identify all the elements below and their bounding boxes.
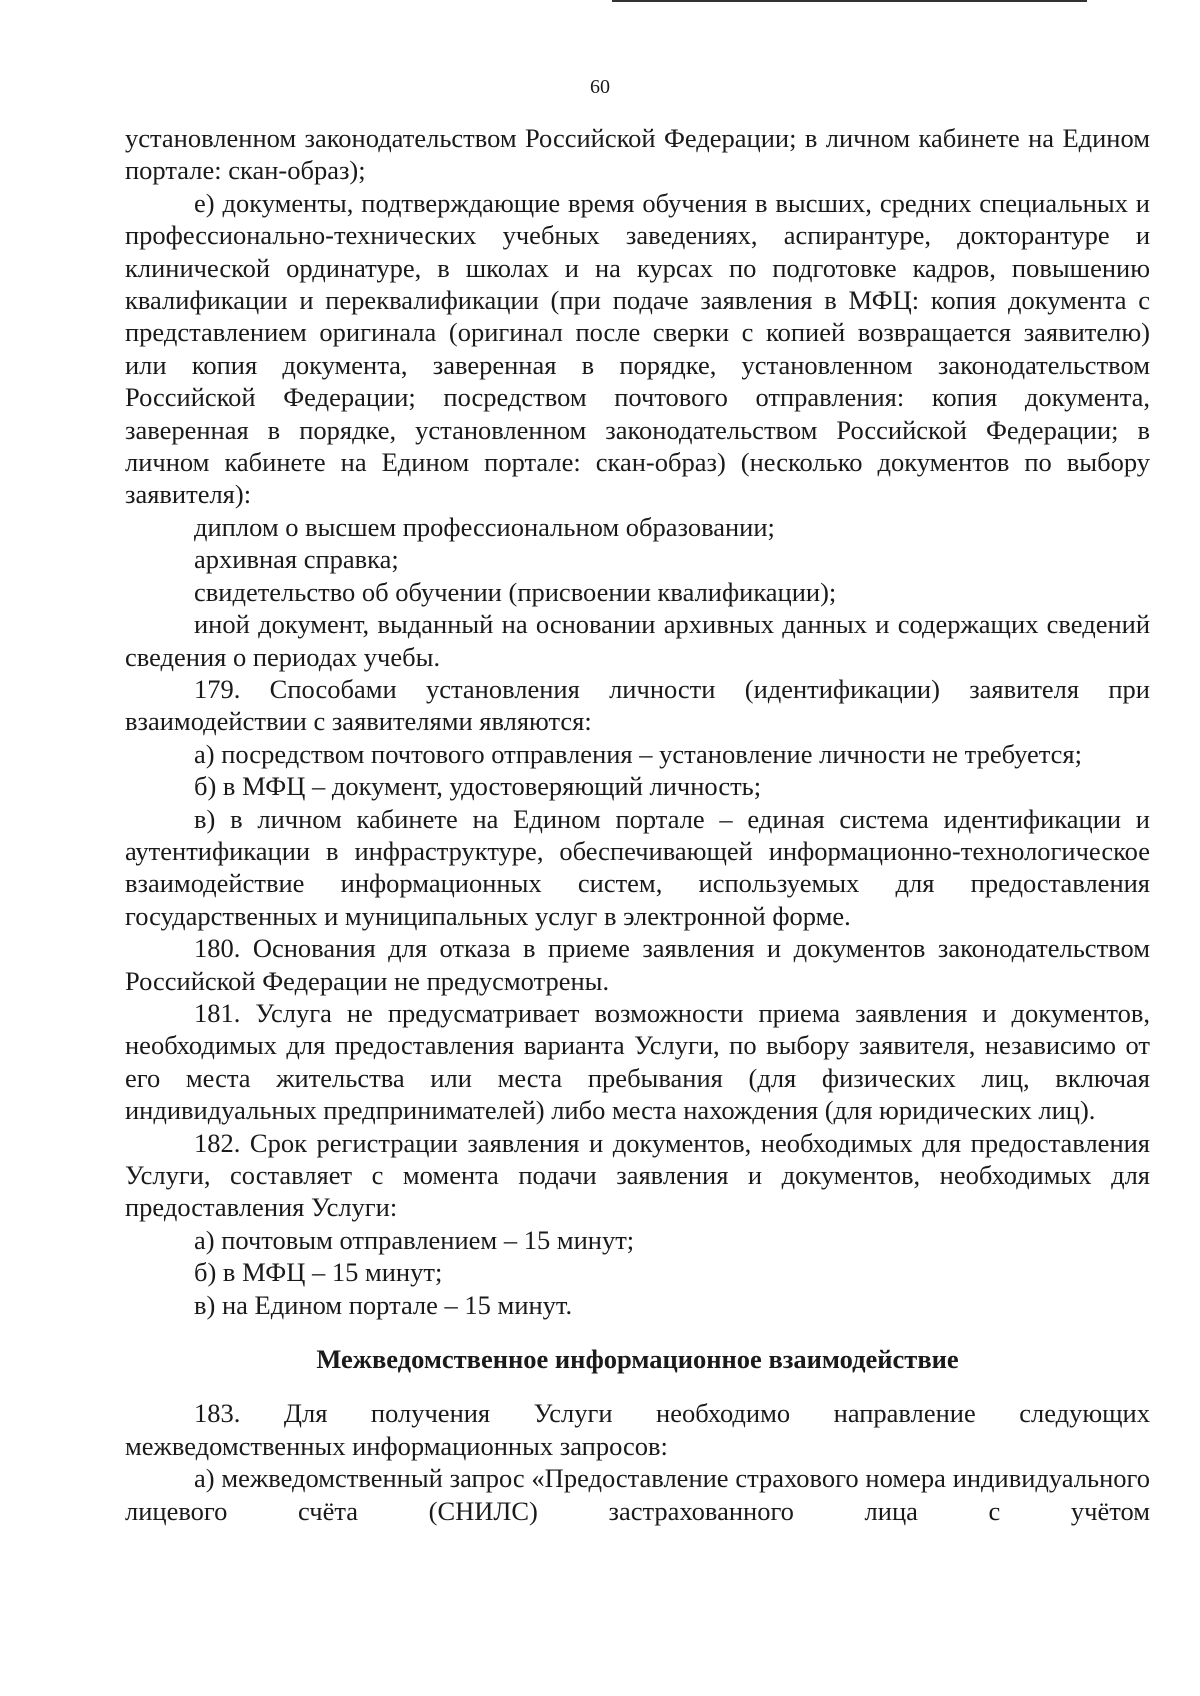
paragraph: е) документы, подтверждающие время обучения в высших, средних специальных и профессионально-технических учебных заведениях, аспирантуре, докторантуре и клинической ординатуре, в школах и на курсах по подготовке кадров, повышению квалификации и переквалификации (при подаче заявления в МФЦ: копия документа с представлением оригинала (оригинал после сверки с копией возвращается заявителю) или копия документа, заверенная в порядке, установленном законодательством Российской Федерации; посредством почтового отправления: копия документа, заверенная в порядке, установленном законодательством Российской Федерации; в личном кабинете на Едином портале: скан-образ) (несколько документов по выбору заявителя): <box>125 187 1150 510</box>
document-body <box>125 122 1150 1527</box>
paragraph: 179. Способами установления личности (идентификации) заявителя при взаимодействии с заявителями являются: <box>125 673 1150 737</box>
paragraph: б) в МФЦ – документ, удостоверяющий личность; <box>194 771 762 802</box>
paragraph: в) в личном кабинете на Едином портале – единая система идентификации и аутентификации в инфраструктуре, обеспечивающей информационно-технологическое взаимодействие информационных систем, используемых для предоставления государственных и муниципальных услуг в электронной форме. <box>125 803 1150 931</box>
paragraph: иной документ, выданный на основании архивных данных и содержащих сведений сведения о периодах учебы. <box>125 609 1150 672</box>
paragraph: б) в МФЦ – 15 минут; <box>194 1257 443 1288</box>
top-rule <box>612 0 1087 2</box>
section-after-heading <box>125 1397 1150 1527</box>
paragraph: диплом о высшем профессиональном образовании; <box>194 511 775 542</box>
paragraph: установленном законодательством Российской Федерации; в личном кабинете на Едином портале: скан-образ); <box>125 123 1150 186</box>
paragraph: в) на Едином портале – 15 минут. <box>194 1289 573 1320</box>
paragraph: 182. Срок регистрации заявления и документов, необходимых для предоставления Услуги, составляет с момента подачи заявления и документов, необходимых для предоставления Услуги: <box>125 1127 1150 1223</box>
page-number: 60 <box>590 76 610 98</box>
section-heading: Межведомственное информационное взаимодействие <box>316 1344 959 1375</box>
paragraph: а) почтовым отправлением – 15 минут; <box>194 1224 635 1255</box>
paragraph: 180. Основания для отказа в приеме заявления и документов законодательством Российской Федерации не предусмотрены. <box>125 933 1150 996</box>
paragraph: архивная справка; <box>194 544 399 575</box>
paragraph: 183. Для получения Услуги необходимо направление следующих межведомственных информационных запросов: <box>125 1398 1150 1461</box>
paragraph: а) межведомственный запрос «Предоставление страхового номера индивидуального лицевого счёта (СНИЛС) застрахованного лица с учётом <box>125 1463 1150 1526</box>
paragraph: свидетельство об обучении (присвоении квалификации); <box>194 576 837 607</box>
section-before-heading <box>125 122 1150 1321</box>
paragraph: а) посредством почтового отправления – установление личности не требуется; <box>194 738 1082 769</box>
paragraph: 181. Услуга не предусматривает возможности приема заявления и документов, необходимых для предоставления варианта Услуги, по выбору заявителя, независимо от его места жительства или места пребывания (для физических лиц, включая индивидуальных предпринимателей) либо места нахождения (для юридических лиц). <box>125 997 1150 1126</box>
